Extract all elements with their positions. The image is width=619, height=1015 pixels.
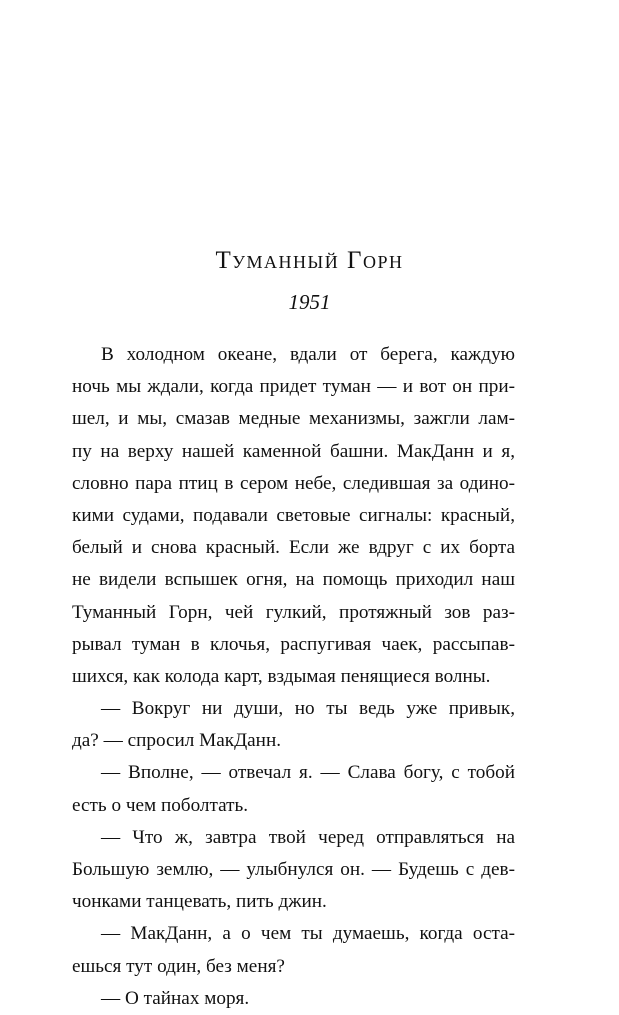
text-line: шел, и мы, смазав медные механизмы, зажгли лам- bbox=[72, 408, 515, 430]
text-line: чонками танцевать, пить джин. bbox=[72, 891, 327, 913]
text-line: да? — спросил МакДанн. bbox=[72, 730, 282, 752]
story-text bbox=[72, 339, 515, 1015]
text-line: — Вокруг ни души, но ты ведь уже привык, bbox=[101, 698, 515, 720]
text-line: В холодном океане, вдали от берега, каждую bbox=[101, 344, 515, 365]
text-line: Туманный Горн, чей гулкий, протяжный зов раз- bbox=[72, 601, 515, 623]
text-line: ночь мы ждали, когда придет туман — и вот он при- bbox=[72, 376, 515, 398]
text-line: — О тайнах моря. bbox=[101, 987, 250, 1009]
text-line: рывал туман в клочья, распугивая чаек, рассыпав- bbox=[72, 633, 515, 655]
text-line: белый и снова красный. Если же вдруг с их борта bbox=[72, 537, 515, 559]
text-line: — Вполне, — отвечал я. — Слава богу, с тобой bbox=[101, 762, 515, 784]
text-line: кими судами, подавали световые сигналы: красный, bbox=[72, 504, 515, 526]
text-line: словно пара птиц в сером небе, следившая за одино- bbox=[72, 472, 515, 494]
text-line: не видели вспышек огня, на помощь приходил наш bbox=[72, 569, 515, 591]
text-line: шихся, как колода карт, вздымая пенящиеся волны. bbox=[72, 665, 491, 687]
text-line: пу на верху нашей каменной башни. МакДанн и я, bbox=[72, 440, 515, 462]
text-line: есть о чем поболтать. bbox=[72, 794, 249, 816]
story-year: 1951 bbox=[288, 290, 331, 314]
text-line: — Что ж, завтра твой черед отправляться на bbox=[101, 826, 515, 848]
text-line: ешься тут один, без меня? bbox=[72, 955, 285, 977]
story-title: Туманный Горн bbox=[215, 247, 404, 274]
text-line: — МакДанн, а о чем ты думаешь, когда оста- bbox=[101, 923, 515, 945]
text-line: Большую землю, — улыбнулся он. — Будешь с дев- bbox=[72, 859, 515, 880]
